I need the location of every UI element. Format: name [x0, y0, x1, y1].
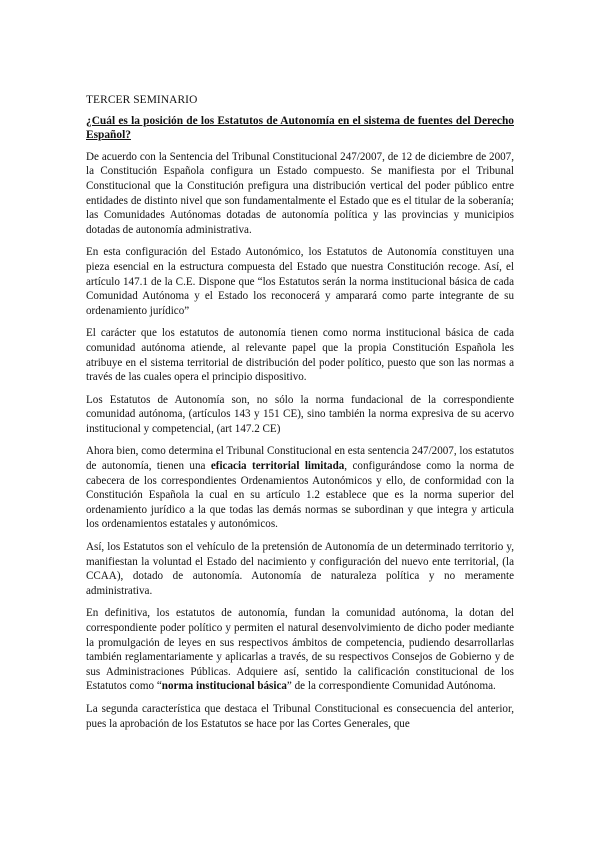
paragraph-4	[86, 393, 514, 437]
paragraph-text: De acuerdo con la Sentencia del Tribunal Constitucional 247/2007, de 12 de diciembre de 2007, la Constitución Española configura un Estado compuesto. Se manifiesta por el Tribunal Constitucional que la Constitución prefigura una distribución vertical del poder público entre entidades de distinto nivel que son fundamentalmente el Estado que es el titular de la soberanía; las Comunidades Autónomas dotadas de autonomía política y las provincias y municipios dotadas de autonomía administrativa.	[86, 150, 514, 236]
paragraph-text: Así, los Estatutos son el vehículo de la pretensión de Autonomía de un determinado territorio y, manifiestan la voluntad el Estado del nacimiento y configuración del nuevo ente territorial, (la CCAA), dotado de autonomía. Autonomía de naturaleza política y no meramente administrativa.	[86, 541, 514, 597]
bold-phrase: eficacia territorial limitada	[210, 460, 345, 473]
paragraph-text: La segunda característica que destaca el Tribunal Constitucional es consecuencia del anterior, pues la aprobación de los Estatutos se hace por las Cortes Generales, que	[86, 702, 514, 730]
document-body	[86, 93, 514, 739]
paragraph-text: Los Estatutos de Autonomía son, no sólo la norma fundacional de la correspondiente comunidad autónoma, (artículos 143 y 151 CE), sino también la norma expresiva de su acervo institucional y competencial, (art 147.2 CE)	[86, 393, 514, 435]
seminar-heading: TERCER SEMINARIO	[86, 94, 198, 106]
paragraph-1	[86, 150, 514, 238]
paragraph-5	[86, 444, 514, 532]
paragraph-text: En definitiva, los estatutos de autonomía, fundan la comunidad autónoma, la dotan del correspondiente poder político y permiten el natural desenvolvimiento de dicho poder mediante la promulgación de leyes en sus respectivos ámbitos de competencia, pudiendo desarrollarlas también reglamentariamente y aplicarlas a través, de su respectivos Consejos de Gobierno y de sus Administraciones Públicas. Adquiere así, sentido la calificación constitucional de los Estatutos como “	[86, 607, 514, 693]
paragraph-3	[86, 326, 514, 384]
bold-phrase: norma institucional básica	[161, 680, 287, 693]
question-title: ¿Cuál es la posición de los Estatutos de Autonomía en el sistema de fuentes del Derecho Español?	[86, 114, 514, 142]
paragraph-text: Ahora bien, como determina el Tribunal Constitucional en esta sentencia 247/2007, los estatutos de autonomía, tienen una	[86, 445, 514, 473]
paragraph-text: , configurándose como la norma de cabecera de los correspondientes Ordenamientos Autonómicos y ello, de conformidad con la Constitución Española la cual en su artículo 1.2 establece que es la norma superior del ordenamiento jurídico a la que todas las demás normas se subordinan y que integra y articula los ordenamientos estatales y autonómicos.	[86, 460, 514, 531]
paragraph-6	[86, 540, 514, 598]
paragraph-text: El carácter que los estatutos de autonomía tienen como norma institucional básica de cada comunidad autónoma atiende, al relevante papel que la propia Constitución Española les atribuye en el sistema territorial de distribución del poder político, puesto que son las normas a través de las cuales opera el principio dispositivo.	[86, 327, 514, 384]
paragraph-text: En esta configuración del Estado Autonómico, los Estatutos de Autonomía constituyen una pieza esencial en la estructura compuesta del Estado que nuestra Constitución recoge. Así, el artículo 147.1 de la C.E. Dispone que “los Estatutos serán la norma institucional básica de cada Comunidad Autónoma y el Estado los reconocerá y amparará como parte integrante de su ordenamiento jurídico”	[86, 246, 514, 317]
paragraph-text: ” de la correspondiente Comunidad Autónoma.	[286, 680, 496, 693]
paragraph-8	[86, 702, 514, 731]
paragraph-7	[86, 606, 514, 694]
paragraph-2	[86, 245, 514, 318]
